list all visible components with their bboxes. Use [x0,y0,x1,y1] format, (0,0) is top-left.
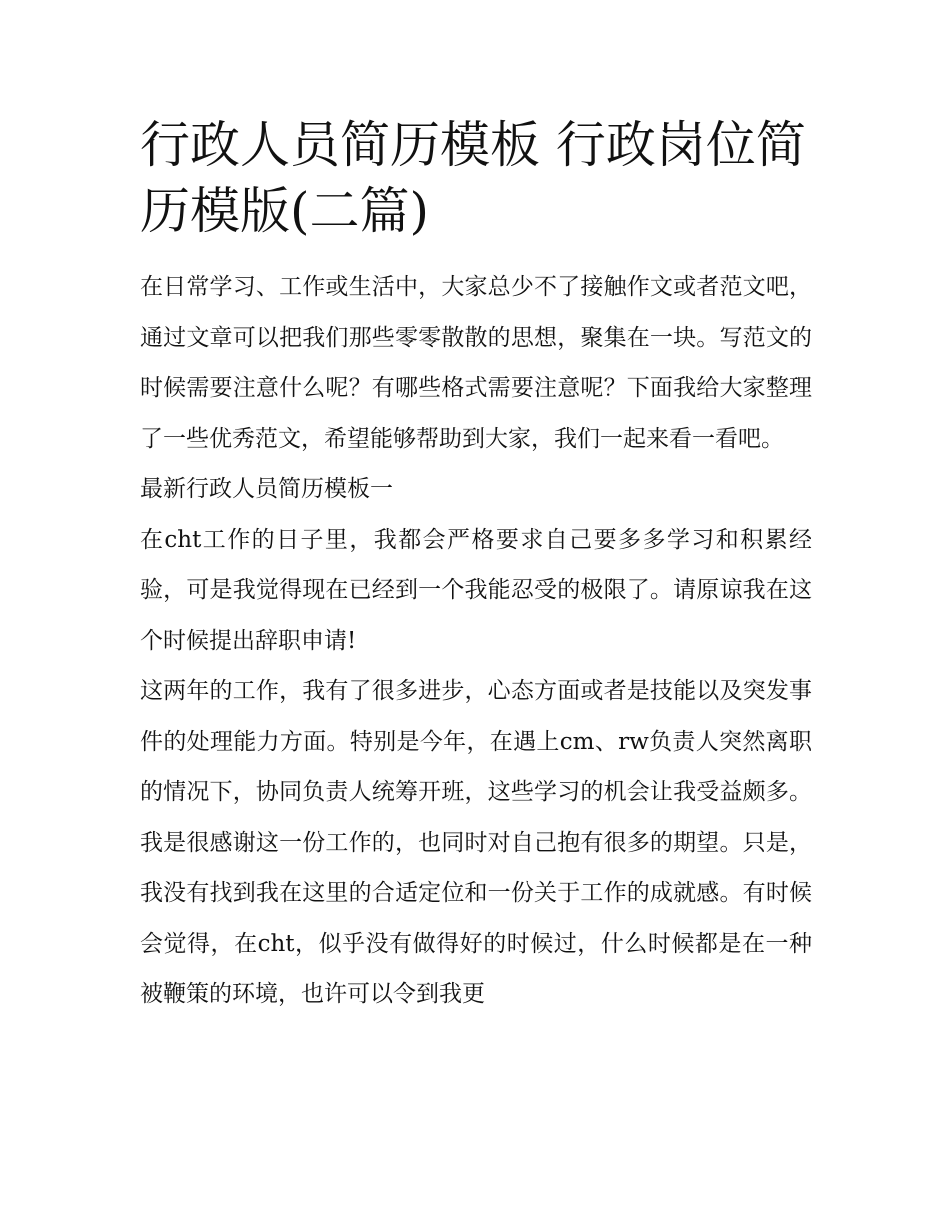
section-heading: 最新行政人员简历模板一 [140,476,393,502]
document-body [140,262,812,1020]
document-page [140,112,820,1020]
body-paragraph: 这两年的工作，我有了很多进步，心态方面或者是技能以及突发事件的处理能力方面。特别是今年，在遇上cm、rw负责人突然离职的情况下，协同负责人统筹开班，这些学习的机会让我受益颇多。我是很感谢这一份工作的，也同时对自己抱有很多的期望。只是，我没有找到我在这里的合适定位和一份关于工作的成就感。有时候会觉得，在cht，似乎没有做得好的时候过，什么时候都是在一种被鞭策的环境，也许可以令到我更 [140,678,812,1007]
body-paragraph: 在cht工作的日子里，我都会严格要求自己要多多学习和积累经验，可是我觉得现在已经到一个我能忍受的极限了。请原谅我在这个时候提出辞职申请! [140,526,812,654]
document-title: 行政人员简历模板 行政岗位简历模版(二篇) [140,116,806,240]
intro-paragraph: 在日常学习、工作或生活中，大家总少不了接触作文或者范文吧，通过文章可以把我们那些零零散散的思想，聚集在一块。写范文的时候需要注意什么呢？有哪些格式需要注意呢？下面我给大家整理了一些优秀范文，希望能够帮助到大家，我们一起来看一看吧。 [140,274,812,452]
